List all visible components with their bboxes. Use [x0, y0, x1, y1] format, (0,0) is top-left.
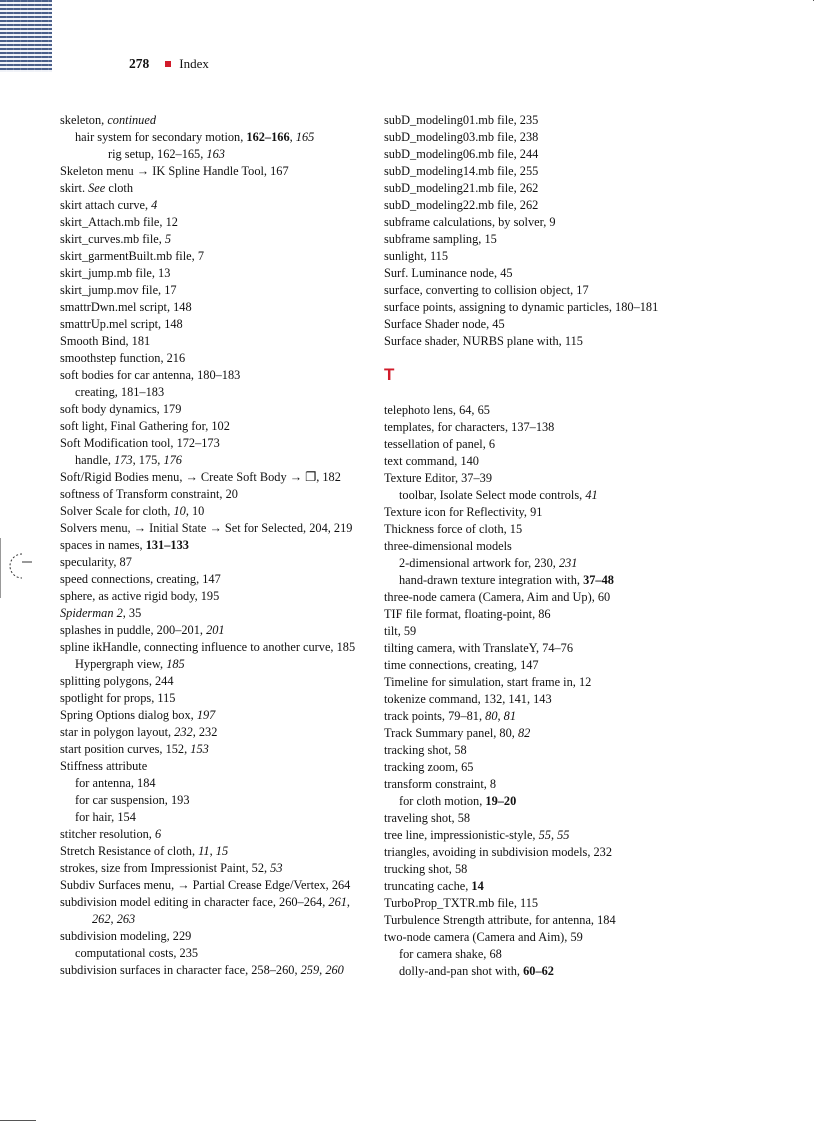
- entry-text: skirt.: [60, 181, 89, 195]
- entry-text: ,: [319, 963, 326, 977]
- index-subentry: [384, 963, 684, 980]
- index-entry: [384, 691, 684, 708]
- entry-text: skirt_jump.mov file, 17: [60, 283, 177, 297]
- entry-text: splashes in puddle, 200–201,: [60, 623, 207, 637]
- entry-text: Surface shader, NURBS plane with, 115: [384, 334, 583, 348]
- index-entry: [384, 810, 684, 827]
- entry-text: for camera shake, 68: [399, 947, 502, 961]
- entry-text: stitcher resolution,: [60, 827, 155, 841]
- entry-text: Track Summary panel, 80,: [384, 726, 518, 740]
- square-bullet-icon: [165, 61, 171, 67]
- index-entry: [384, 112, 684, 129]
- index-entry: [60, 180, 360, 197]
- entry-text: creating, 181–183: [75, 385, 165, 399]
- index-entry: [384, 146, 684, 163]
- entry-text: subD_modeling14.mb file, 255: [384, 164, 539, 178]
- running-head: Index: [179, 56, 209, 71]
- entry-text: skirt attach curve,: [60, 198, 152, 212]
- entry-text: skirt_garmentBuilt.mb file, 7: [60, 249, 204, 263]
- entry-text: Texture icon for Reflectivity, 91: [384, 505, 543, 519]
- index-entry: [60, 588, 360, 605]
- index-entry: [60, 316, 360, 333]
- index-subentry: [60, 792, 360, 809]
- index-entry: [60, 690, 360, 707]
- entry-text: Soft Modification tool, 172–173: [60, 436, 220, 450]
- index-entry: [384, 912, 684, 929]
- entry-text: handle,: [75, 453, 115, 467]
- entry-text: 15: [215, 844, 229, 858]
- entry-text: Timeline for simulation, start frame in, 12: [384, 675, 592, 689]
- index-subentry: [60, 146, 360, 163]
- index-entry: [384, 282, 684, 299]
- index-entry: [384, 878, 684, 895]
- index-entry: [60, 401, 360, 418]
- entry-text: dolly-and-pan shot with,: [399, 964, 524, 978]
- index-entry: [384, 419, 684, 436]
- index-entry: [60, 435, 360, 452]
- index-entry: [384, 402, 684, 419]
- entry-text: hair system for secondary motion,: [75, 130, 247, 144]
- index-entry: [60, 520, 360, 537]
- entry-text: splitting polygons, 244: [60, 674, 174, 688]
- entry-text: for car suspension, 193: [75, 793, 190, 807]
- entry-text: soft light, Final Gathering for, 102: [60, 419, 230, 433]
- entry-text: subD_modeling01.mb file, 235: [384, 113, 539, 127]
- entry-text: 261: [328, 895, 347, 909]
- entry-text: smoothstep function, 216: [60, 351, 186, 365]
- entry-text: skirt_Attach.mb file, 12: [60, 215, 178, 229]
- entry-text: for antenna, 184: [75, 776, 156, 790]
- entry-text: hand-drawn texture integration with,: [399, 573, 584, 587]
- index-entry: [384, 214, 684, 231]
- entry-text: 263: [116, 912, 136, 926]
- entry-text: 10: [173, 504, 186, 518]
- index-group-s: [384, 112, 684, 350]
- entry-text: skirt_curves.mb file,: [60, 232, 165, 246]
- entry-text: 19–20: [485, 794, 517, 808]
- entry-text: track points, 79–81,: [384, 709, 486, 723]
- entry-text: Thickness force of cloth, 15: [384, 522, 523, 536]
- entry-text: Solvers menu, → Initial State → Set for Selected, 204, 219: [60, 521, 353, 535]
- index-entry: [60, 367, 360, 384]
- entry-text: continued: [107, 113, 156, 127]
- index-entry: [60, 605, 360, 622]
- entry-text: 11: [198, 844, 210, 858]
- index-subentry: [384, 946, 684, 963]
- entry-text: Spiderman 2: [60, 606, 123, 620]
- entry-text: tree line, impressionistic-style,: [384, 828, 539, 842]
- entry-text: 81: [503, 709, 516, 723]
- entry-text: three-node camera (Camera, Aim and Up), 60: [384, 590, 611, 604]
- entry-text: Stretch Resistance of cloth,: [60, 844, 199, 858]
- entry-text: 41: [585, 488, 598, 502]
- entry-text: smattrUp.mel script, 148: [60, 317, 183, 331]
- index-entry: [60, 928, 360, 945]
- entry-text: time connections, creating, 147: [384, 658, 539, 672]
- entry-text: subdivision surfaces in character face, 258–260,: [60, 963, 301, 977]
- entry-text: 80: [485, 709, 498, 723]
- entry-text: surface points, assigning to dynamic particles, 180–181: [384, 300, 659, 314]
- index-entry: [384, 248, 684, 265]
- entry-text: 55: [557, 828, 570, 842]
- entry-text: Subdiv Surfaces menu, → Partial Crease Edge/Vertex, 264: [60, 878, 351, 892]
- index-entry: [384, 231, 684, 248]
- entry-text: subdivision model editing in character face, 260–264,: [60, 895, 329, 909]
- index-column-right: [384, 112, 684, 980]
- entry-text: subdivision modeling, 229: [60, 929, 192, 943]
- entry-text: 153: [190, 742, 209, 756]
- index-entry: [384, 163, 684, 180]
- index-entry: [60, 962, 360, 979]
- entry-text: subD_modeling21.mb file, 262: [384, 181, 539, 195]
- entry-text: surface, converting to collision object, 17: [384, 283, 589, 297]
- entry-text: 162–166: [246, 130, 290, 144]
- index-entry: [384, 180, 684, 197]
- index-entry: [60, 707, 360, 724]
- entry-text: for hair, 154: [75, 810, 136, 824]
- index-entry: [60, 299, 360, 316]
- entry-text: ,: [497, 709, 504, 723]
- entry-text: 259: [300, 963, 320, 977]
- entry-text: tokenize command, 132, 141, 143: [384, 692, 552, 706]
- entry-text: Turbulence Strength attribute, for antenna, 184: [384, 913, 616, 927]
- entry-text: traveling shot, 58: [384, 811, 471, 825]
- index-entry: [384, 844, 684, 861]
- index-subentry: [60, 452, 360, 469]
- index-entry: [60, 894, 360, 928]
- index-entry: [60, 724, 360, 741]
- entry-text: 173: [114, 453, 133, 467]
- index-entry: [384, 759, 684, 776]
- index-entry: [60, 741, 360, 758]
- entry-text: 201: [206, 623, 225, 637]
- entry-text: specularity, 87: [60, 555, 132, 569]
- entry-text: templates, for characters, 137–138: [384, 420, 555, 434]
- index-entry: [384, 436, 684, 453]
- entry-text: tracking zoom, 65: [384, 760, 474, 774]
- entry-text: See: [88, 181, 106, 195]
- index-entry: [60, 537, 360, 554]
- entry-text: cloth: [105, 181, 134, 195]
- entry-text: , 35: [122, 606, 142, 620]
- entry-text: Surface Shader node, 45: [384, 317, 505, 331]
- index-entry: [60, 673, 360, 690]
- entry-text: 163: [206, 147, 225, 161]
- index-entry: [60, 197, 360, 214]
- entry-text: tilt, 59: [384, 624, 417, 638]
- crop-mark: [813, 0, 814, 1]
- index-subentry: [60, 129, 360, 146]
- entry-text: TurboProp_TXTR.mb file, 115: [384, 896, 539, 910]
- entry-text: 6: [154, 827, 162, 841]
- entry-text: subframe sampling, 15: [384, 232, 497, 246]
- entry-text: ,: [550, 828, 558, 842]
- entry-text: two-node camera (Camera and Aim), 59: [384, 930, 583, 944]
- entry-text: for cloth motion,: [399, 794, 486, 808]
- index-entry: [60, 265, 360, 282]
- entry-text: triangles, avoiding in subdivision models, 232: [384, 845, 613, 859]
- entry-text: transform constraint, 8: [384, 777, 497, 791]
- index-entry: [384, 453, 684, 470]
- entry-text: 197: [196, 708, 216, 722]
- index-entry: [60, 639, 360, 656]
- index-subentry: [60, 809, 360, 826]
- index-entry: [60, 877, 360, 894]
- registration-mark: [0, 538, 40, 598]
- index-entry: [384, 725, 684, 742]
- entry-text: toolbar, Isolate Select mode controls,: [399, 488, 586, 502]
- index-entry: [60, 758, 360, 775]
- entry-text: computational costs, 235: [75, 946, 199, 960]
- entry-text: subD_modeling03.mb file, 238: [384, 130, 539, 144]
- entry-text: 232: [174, 725, 193, 739]
- index-entry: [384, 504, 684, 521]
- entry-text: 14: [471, 879, 484, 893]
- index-entry: [60, 248, 360, 265]
- entry-text: tracking shot, 58: [384, 743, 467, 757]
- entry-text: text command, 140: [384, 454, 479, 468]
- index-entry: [60, 826, 360, 843]
- index-group-t: [384, 402, 684, 980]
- entry-text: skeleton,: [60, 113, 108, 127]
- index-entry: [60, 214, 360, 231]
- entry-text: , 10: [185, 504, 205, 518]
- entry-text: 2-dimensional artwork for, 230,: [399, 556, 559, 570]
- entry-text: speed connections, creating, 147: [60, 572, 221, 586]
- index-entry: [60, 860, 360, 877]
- entry-text: Soft/Rigid Bodies menu, → Create Soft Body → ❐, 182: [60, 470, 341, 484]
- entry-text: Smooth Bind, 181: [60, 334, 151, 348]
- entry-text: , 232: [192, 725, 218, 739]
- entry-text: 60–62: [523, 964, 554, 978]
- crop-mark: [0, 1120, 36, 1121]
- page-header: [129, 56, 209, 72]
- index-entry: [60, 554, 360, 571]
- index-entry: [384, 929, 684, 946]
- entry-text: rig setup, 162–165,: [108, 147, 207, 161]
- entry-text: strokes, size from Impressionist Paint, 52,: [60, 861, 271, 875]
- entry-text: soft body dynamics, 179: [60, 402, 182, 416]
- index-entry: [384, 776, 684, 793]
- index-entry: [60, 163, 360, 180]
- index-entry: [60, 622, 360, 639]
- entry-text: ,: [209, 844, 216, 858]
- entry-text: Surf. Luminance node, 45: [384, 266, 513, 280]
- page-number: 278: [129, 56, 150, 71]
- entry-text: Stiffness attribute: [60, 759, 148, 773]
- index-entry: [60, 843, 360, 860]
- entry-text: 37–48: [583, 573, 614, 587]
- index-entry: [384, 742, 684, 759]
- index-entry: [384, 623, 684, 640]
- entry-text: Skeleton menu → IK Spline Handle Tool, 167: [60, 164, 289, 178]
- index-subentry: [60, 945, 360, 962]
- entry-text: 231: [558, 556, 578, 570]
- index-entry: [60, 231, 360, 248]
- index-entry: [384, 197, 684, 214]
- index-entry: [60, 112, 360, 129]
- index-entry: [384, 129, 684, 146]
- index-entry: [60, 503, 360, 520]
- index-entry: [384, 521, 684, 538]
- index-entry: [384, 895, 684, 912]
- index-subentry: [60, 384, 360, 401]
- index-entry: [384, 606, 684, 623]
- entry-text: tilting camera, with TranslateY, 74–76: [384, 641, 574, 655]
- entry-text: smattrDwn.mel script, 148: [60, 300, 192, 314]
- entry-text: TIF file format, floating-point, 86: [384, 607, 551, 621]
- entry-text: spline ikHandle, connecting influence to another curve, 185: [60, 640, 356, 654]
- index-entry: [384, 708, 684, 725]
- entry-text: start position curves, 152,: [60, 742, 191, 756]
- index-entry: [384, 470, 684, 487]
- index-entry: [384, 674, 684, 691]
- entry-text: 131–133: [145, 538, 189, 552]
- index-entry: [384, 589, 684, 606]
- entry-text: subD_modeling06.mb file, 244: [384, 147, 539, 161]
- entry-text: star in polygon layout,: [60, 725, 175, 739]
- entry-text: skirt_jump.mb file, 13: [60, 266, 171, 280]
- entry-text: 82: [517, 726, 531, 740]
- entry-text: truncating cache,: [384, 879, 472, 893]
- entry-text: tessellation of panel, 6: [384, 437, 496, 451]
- index-subentry: [384, 572, 684, 589]
- entry-text: Texture Editor, 37–39: [384, 471, 492, 485]
- section-heading-t: T: [384, 365, 395, 384]
- entry-text: three-dimensional models: [384, 539, 512, 553]
- entry-text: sphere, as active rigid body, 195: [60, 589, 220, 603]
- entry-text: ,: [110, 912, 117, 926]
- index-entry: [384, 538, 684, 555]
- entry-text: 185: [166, 657, 185, 671]
- index-entry: [384, 827, 684, 844]
- entry-text: Spring Options dialog box,: [60, 708, 197, 722]
- index-entry: [384, 657, 684, 674]
- chapter-edge-tab: [0, 0, 52, 72]
- index-entry: [60, 333, 360, 350]
- index-entry: [60, 418, 360, 435]
- index-subentry: [384, 487, 684, 504]
- index-entry: [384, 333, 684, 350]
- index-entry: [60, 282, 360, 299]
- index-entry: [60, 571, 360, 588]
- entry-text: trucking shot, 58: [384, 862, 468, 876]
- entry-text: sunlight, 115: [384, 249, 449, 263]
- index-entry: [384, 640, 684, 657]
- index-entry: [384, 861, 684, 878]
- index-subentry: [384, 793, 684, 810]
- entry-text: 165: [295, 130, 315, 144]
- index-entry: [60, 350, 360, 367]
- entry-text: spotlight for props, 115: [60, 691, 176, 705]
- index-entry: [60, 469, 360, 486]
- entry-text: subD_modeling22.mb file, 262: [384, 198, 539, 212]
- index-entry: [384, 299, 684, 316]
- index-entry: [60, 486, 360, 503]
- entry-text: telephoto lens, 64, 65: [384, 403, 490, 417]
- entry-text: softness of Transform constraint, 20: [60, 487, 238, 501]
- entry-text: , 175,: [132, 453, 164, 467]
- entry-text: 53: [270, 861, 283, 875]
- entry-text: spaces in names,: [60, 538, 146, 552]
- entry-text: 4: [151, 198, 158, 212]
- entry-text: 55: [538, 828, 551, 842]
- index-entry: [384, 316, 684, 333]
- entry-text: 176: [163, 453, 182, 467]
- index-column-left: [60, 112, 360, 979]
- entry-text: Solver Scale for cloth,: [60, 504, 174, 518]
- entry-text: soft bodies for car antenna, 180–183: [60, 368, 241, 382]
- index-subentry: [60, 775, 360, 792]
- index-subentry: [384, 555, 684, 572]
- index-subentry: [60, 656, 360, 673]
- entry-text: 262: [92, 912, 111, 926]
- entry-text: 5: [164, 232, 172, 246]
- entry-text: ,: [346, 895, 351, 909]
- entry-text: 260: [325, 963, 344, 977]
- entry-text: subframe calculations, by solver, 9: [384, 215, 556, 229]
- entry-text: ,: [289, 130, 296, 144]
- index-entry: [384, 265, 684, 282]
- entry-text: Hypergraph view,: [75, 657, 167, 671]
